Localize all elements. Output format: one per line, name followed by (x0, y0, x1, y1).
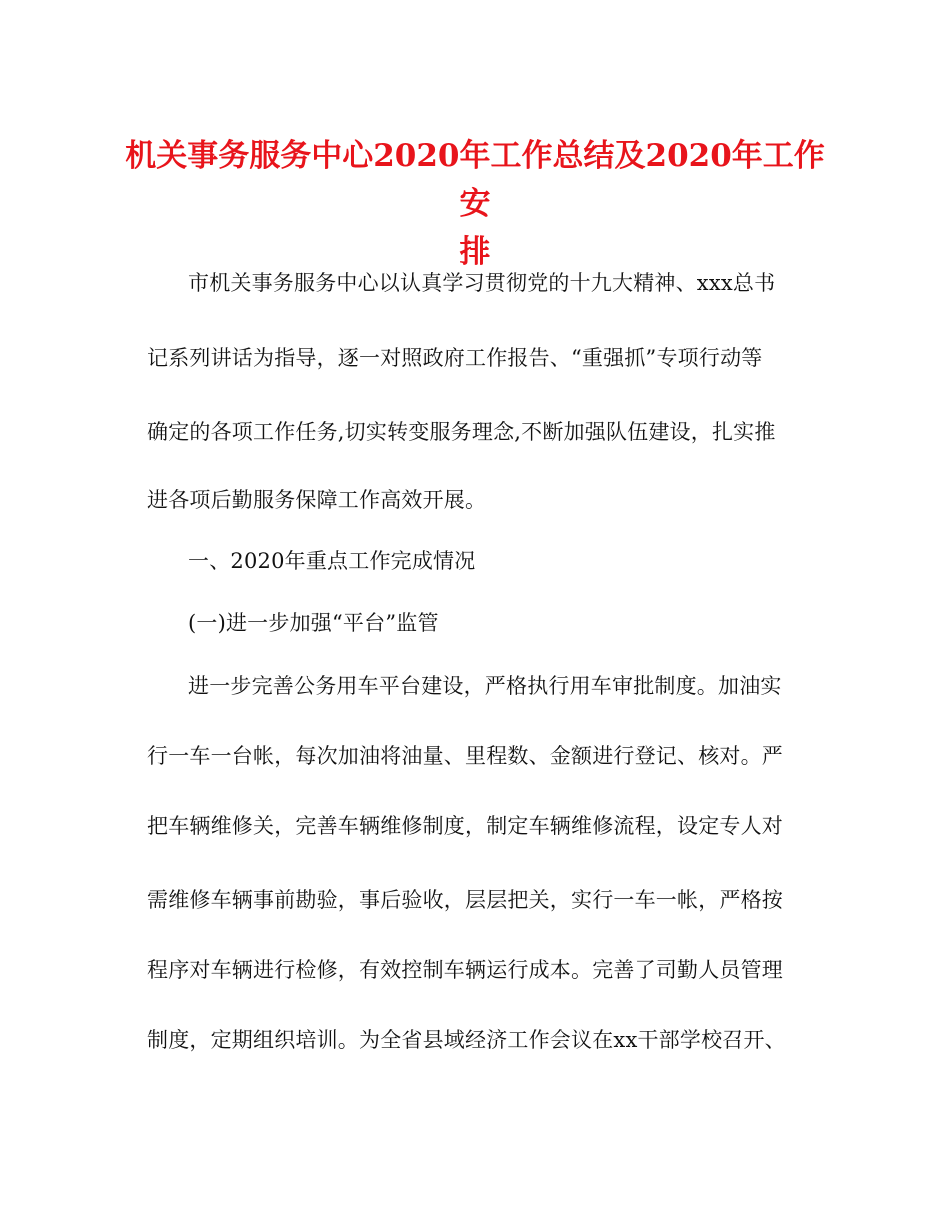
title-line-1: 机关事务服务中心2020年工作总结及2020年工作安 (125, 138, 825, 222)
title-line-2: 排 (459, 234, 491, 270)
document-title (120, 132, 830, 276)
paragraph-2-line-3: 把车辆维修关，完善车辆维修制度，制定车辆维修流程，设定专人对 (147, 814, 783, 838)
paragraph-2-line-4: 需维修车辆事前勘验，事后验收，层层把关，实行一车一帐，严格按 (147, 888, 783, 912)
paragraph-1-line-3: 确定的各项工作任务,切实转变服务理念,不断加强队伍建设，扎实推 (147, 420, 776, 444)
paragraph-1-line-4: 进各项后勤服务保障工作高效开展。 (147, 488, 487, 512)
paragraph-2-line-2: 行一车一台帐，每次加油将油量、里程数、金额进行登记、核对。严 (147, 744, 783, 768)
paragraph-2-line-1: 进一步完善公务用车平台建设，严格执行用车审批制度。加油实 (188, 674, 782, 698)
paragraph-1-line-2: 记系列讲话为指导，逐一对照政府工作报告、“重强抓”专项行动等 (147, 346, 763, 370)
paragraph-2-line-5: 程序对车辆进行检修，有效控制车辆运行成本。完善了司勤人员管理 (147, 958, 783, 982)
paragraph-2-line-6: 制度，定期组织培训。为全省县域经济工作会议在xx干部学校召开、 (147, 1028, 786, 1052)
subsection-heading: (一)进一步加强“平台”监管 (188, 611, 439, 635)
paragraph-1-line-1: 市机关事务服务中心以认真学习贯彻党的十九大精神、xxx总书 (188, 271, 776, 295)
section-heading: 一、2020年重点工作完成情况 (188, 549, 476, 573)
